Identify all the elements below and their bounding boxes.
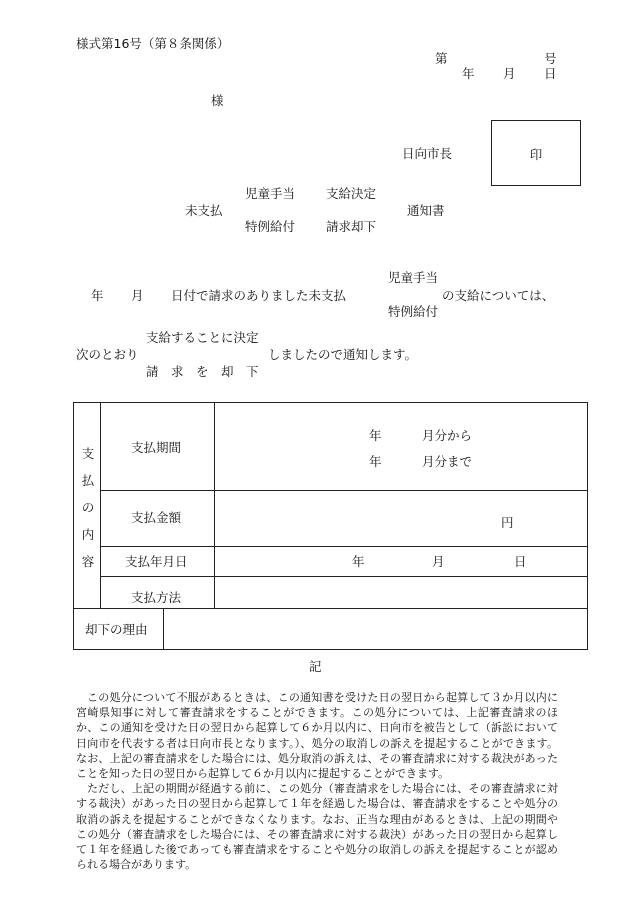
doc-number-prefix: 第 [435,51,448,66]
issuer-title: 日向市長 [402,146,453,161]
title-decision-bottom: 請求却下 [326,219,377,234]
period-from-year: 年 [369,428,382,443]
doc-number-suffix: 号 [544,51,557,66]
title-prefix: 未支払 [185,203,223,218]
body-option-top: 児童手当 [388,270,439,285]
ki-mark: 記 [309,659,322,674]
date-month: 月 [503,66,516,81]
group-char-5: 容 [81,554,95,569]
body-choice-top: 支給することに決定 [146,330,259,345]
group-char-3: の [81,500,95,515]
body-line1-end: の支給については、 [442,288,555,303]
notice-paragraph-2: ただし、上記の期間が経過する前に、この処分（審査請求をした場合には、その審査請求に対する裁決）があった日の翌日から起算して１年を経過した場合は、審査請求をすることや処分の取消の訴えを提起することができなくなります。なお、正当な理由があるときは、上記の期間やこの処分（審査請求をした場合には、その審査請求に対する裁決）があった日の翌日から起算して１年を経過した後であっても審査請求をすることや処分の取消しの訴えを提起することが認められる場合があります。 [76,782,558,872]
body-line1-middle: 日付で請求のありました未支払 [171,288,347,303]
title-suffix: 通知書 [407,203,445,218]
body-year: 年 [91,288,104,303]
date-label: 支払年月日 [125,554,188,569]
title-option-top: 児童手当 [245,186,296,201]
body-option-bottom: 特例給付 [388,304,439,319]
group-char-4: 内 [81,527,95,542]
body-line2-end: しましたので通知します。 [268,347,418,362]
title-option-bottom: 特例給付 [245,219,296,234]
pay-date-year: 年 [352,554,365,569]
reason-label: 却下の理由 [85,622,148,637]
method-label: 支払方法 [131,590,182,605]
period-from-month: 月分から [422,428,473,443]
body-line2-start: 次のとおり [76,347,139,362]
group-char-1: 支 [81,446,95,461]
pay-date-month: 月 [432,554,445,569]
period-to-year: 年 [369,454,382,469]
amount-unit: 円 [501,515,514,530]
appeal-notice [76,690,558,872]
date-year: 年 [462,66,475,81]
pay-date-day: 日 [514,554,527,569]
form-number: 様式第16号（第８条関係） [76,36,230,51]
amount-label: 支払金額 [131,510,182,525]
period-to-month: 月分まで [422,454,473,469]
notice-paragraph-1: この処分について不服があるときは、この通知書を受けた日の翌日から起算して３か月以内に宮崎県知事に対して審査請求をすることができます。この処分については、上記審査請求のほか、この通知を受けた日の翌日から起算して６か月以内に、日向市を被告として（訴訟において日向市を代表する者は日向市長となります。）、処分の取消しの訴えを提起することができます。なお、上記の審査請求をした場合には、処分取消の訴えは、その審査請求に対する裁決があったことを知った日の翌日から起算して６か月以内に提起することができます。 [76,691,558,781]
body-choice-bottom: 請 求 を 却 下 [146,364,259,379]
group-char-2: 払 [81,473,95,488]
group-label-vertical [76,440,100,575]
addressee-suffix: 様 [211,93,224,108]
seal-box [491,120,581,186]
period-label: 支払期間 [131,440,182,455]
title-decision-top: 支給決定 [326,186,377,201]
date-day: 日 [544,66,557,81]
body-month: 月 [131,288,144,303]
seal-mark: 印 [529,147,543,162]
